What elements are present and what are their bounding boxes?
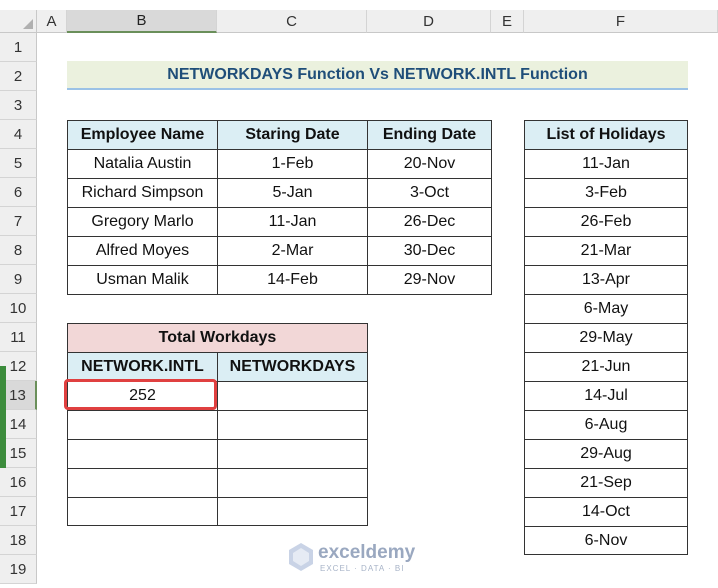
networkdays-result-cell[interactable] [217, 439, 368, 469]
holiday-cell[interactable]: 29-May [524, 323, 688, 353]
holiday-cell[interactable]: 21-Sep [524, 468, 688, 498]
row-header-12[interactable]: 12 [0, 352, 37, 381]
select-all-corner[interactable] [0, 10, 37, 33]
holiday-cell[interactable]: 26-Feb [524, 207, 688, 237]
column-header-c[interactable]: C [217, 10, 367, 33]
row-selection-indicator [0, 366, 6, 468]
holiday-cell[interactable]: 6-Nov [524, 526, 688, 555]
exceldemy-logo-icon [288, 542, 314, 572]
holiday-cell[interactable]: 6-Aug [524, 410, 688, 440]
row-header-17[interactable]: 17 [0, 497, 37, 526]
ending-date-header[interactable]: Ending Date [367, 120, 492, 150]
end-date-cell[interactable]: 3-Oct [367, 178, 492, 208]
end-date-cell[interactable]: 26-Dec [367, 207, 492, 237]
row-header-19[interactable]: 19 [0, 555, 37, 584]
row-header-1[interactable]: 1 [0, 33, 37, 62]
holiday-cell[interactable]: 3-Feb [524, 178, 688, 208]
row-header-18[interactable]: 18 [0, 526, 37, 555]
sheet-title[interactable]: NETWORKDAYS Function Vs NETWORK.INTL Function [67, 61, 688, 90]
holiday-cell[interactable]: 29-Aug [524, 439, 688, 469]
row-header-2[interactable]: 2 [0, 62, 37, 91]
employee-name-cell[interactable]: Usman Malik [67, 265, 218, 295]
holiday-cell[interactable]: 21-Jun [524, 352, 688, 382]
end-date-cell[interactable]: 30-Dec [367, 236, 492, 266]
networkdays-result-cell[interactable] [217, 381, 368, 411]
start-date-cell[interactable]: 5-Jan [217, 178, 368, 208]
start-date-cell[interactable]: 14-Feb [217, 265, 368, 295]
row-header-16[interactable]: 16 [0, 468, 37, 497]
network-intl-result-cell[interactable] [67, 497, 218, 526]
holiday-cell[interactable]: 14-Oct [524, 497, 688, 527]
employee-name-cell[interactable]: Alfred Moyes [67, 236, 218, 266]
employee-name-cell[interactable]: Natalia Austin [67, 149, 218, 179]
network-intl-header[interactable]: NETWORK.INTL [67, 352, 218, 382]
row-header-7[interactable]: 7 [0, 207, 37, 236]
holiday-cell[interactable]: 14-Jul [524, 381, 688, 411]
networkdays-result-cell[interactable] [217, 468, 368, 498]
employee-name-cell[interactable]: Gregory Marlo [67, 207, 218, 237]
network-intl-result-cell[interactable] [67, 439, 218, 469]
row-header-15[interactable]: 15 [0, 439, 37, 468]
holiday-cell[interactable]: 21-Mar [524, 236, 688, 266]
networkdays-result-cell[interactable] [217, 497, 368, 526]
network-intl-result-cell[interactable]: 252 [67, 381, 218, 411]
select-all-triangle-icon [23, 19, 33, 29]
row-header-11[interactable]: 11 [0, 323, 37, 352]
holiday-cell[interactable]: 6-May [524, 294, 688, 324]
employee-name-header[interactable]: Employee Name [67, 120, 218, 150]
row-header-13[interactable]: 13 [0, 381, 37, 410]
holidays-header[interactable]: List of Holidays [524, 120, 688, 150]
column-header-b[interactable]: B [67, 10, 217, 33]
employee-name-cell[interactable]: Richard Simpson [67, 178, 218, 208]
row-header-3[interactable]: 3 [0, 91, 37, 120]
exceldemy-watermark [288, 540, 438, 576]
start-date-cell[interactable]: 2-Mar [217, 236, 368, 266]
column-header-e[interactable]: E [491, 10, 524, 33]
highlighted-cell-outline [64, 379, 217, 410]
staring-date-header[interactable]: Staring Date [217, 120, 368, 150]
row-header-10[interactable]: 10 [0, 294, 37, 323]
watermark-tagline: EXCEL · DATA · BI [320, 564, 405, 573]
holiday-cell[interactable]: 13-Apr [524, 265, 688, 295]
row-header-8[interactable]: 8 [0, 236, 37, 265]
column-header-a[interactable]: A [37, 10, 67, 33]
watermark-name: exceldemy [318, 542, 416, 563]
network-intl-result-cell[interactable] [67, 468, 218, 498]
row-header-5[interactable]: 5 [0, 149, 37, 178]
start-date-cell[interactable]: 11-Jan [217, 207, 368, 237]
row-header-9[interactable]: 9 [0, 265, 37, 294]
networkdays-header[interactable]: NETWORKDAYS [217, 352, 368, 382]
end-date-cell[interactable]: 29-Nov [367, 265, 492, 295]
column-header-f[interactable]: F [524, 10, 718, 33]
row-header-4[interactable]: 4 [0, 120, 37, 149]
network-intl-result-cell[interactable] [67, 410, 218, 440]
row-header-6[interactable]: 6 [0, 178, 37, 207]
start-date-cell[interactable]: 1-Feb [217, 149, 368, 179]
row-header-14[interactable]: 14 [0, 410, 37, 439]
end-date-cell[interactable]: 20-Nov [367, 149, 492, 179]
holiday-cell[interactable]: 11-Jan [524, 149, 688, 179]
column-header-d[interactable]: D [367, 10, 491, 33]
networkdays-result-cell[interactable] [217, 410, 368, 440]
total-workdays-header[interactable]: Total Workdays [67, 323, 368, 353]
